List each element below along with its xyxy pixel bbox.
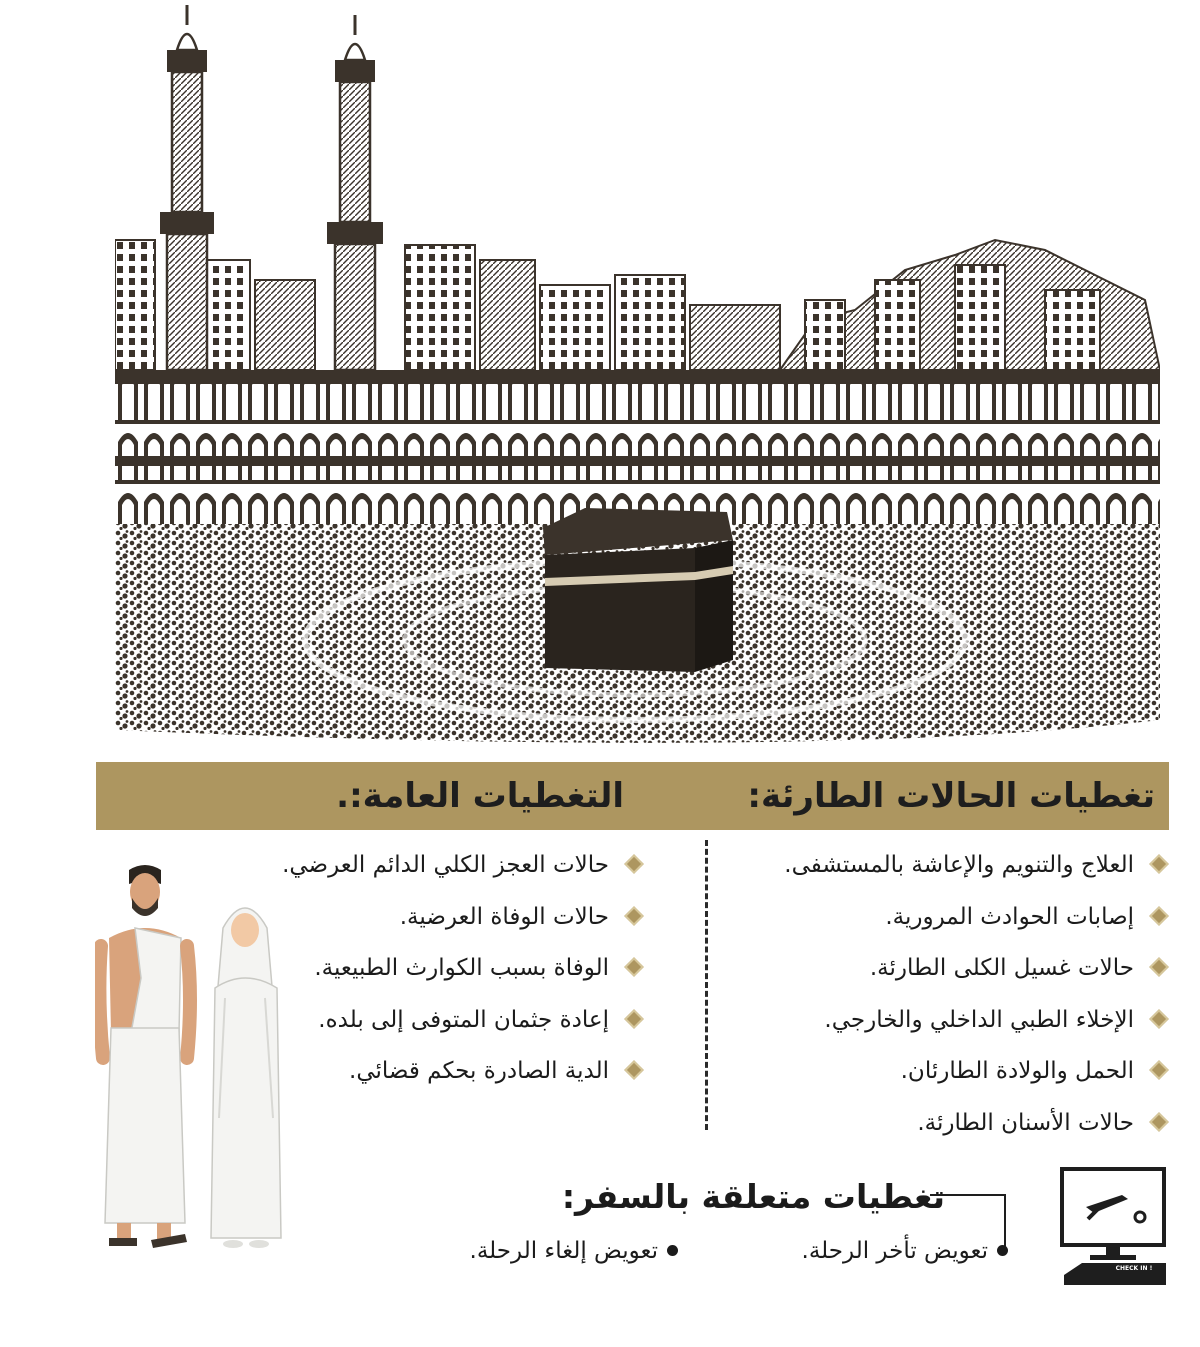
list-item: حالات الأسنان الطارئة.	[750, 1098, 1170, 1150]
upper-arcade	[115, 384, 1160, 456]
general-coverage-list	[282, 840, 645, 1098]
diamond-bullet-icon	[1149, 1060, 1169, 1080]
column-divider	[705, 840, 708, 1130]
list-item: تعويض إلغاء الرحلة.	[470, 1232, 680, 1270]
list-item: الدية الصادرة بحكم قضائي.	[285, 1046, 645, 1098]
pilgrim-woman	[211, 908, 281, 1248]
list-item: الإخلاء الطبي الداخلي والخارجي.	[750, 995, 1170, 1047]
section-header-banner	[96, 762, 1169, 830]
flight-monitor-icon	[1058, 1165, 1168, 1290]
pilgrims-illustration	[95, 858, 295, 1253]
city-buildings	[115, 240, 1160, 370]
list-item: العلاج والتنويم والإعاشة بالمستشفى.	[750, 840, 1170, 892]
list-item: حالات العجز الكلي الدائم العرضي.	[285, 840, 645, 892]
bullet-dot-icon	[667, 1245, 678, 1256]
diamond-bullet-icon	[624, 957, 644, 977]
check-in-label: CHECK IN !	[1115, 1265, 1153, 1272]
travel-coverage-title: تغطيات متعلقة بالسفر:	[561, 1177, 945, 1216]
roof-line	[115, 370, 1160, 384]
kaaba-scene-illustration	[115, 0, 1160, 745]
diamond-bullet-icon	[624, 1060, 644, 1080]
list-item: حالات الوفاة العرضية.	[285, 892, 645, 944]
diamond-bullet-icon	[1149, 957, 1169, 977]
list-item: تعويض تأخر الرحلة.	[802, 1232, 1010, 1270]
minaret-left	[160, 5, 214, 370]
kaaba	[543, 508, 733, 672]
diamond-bullet-icon	[1149, 1112, 1169, 1132]
emergency-coverage-title: تغطيات الحالات الطارئة:	[747, 776, 1155, 816]
connector-line	[930, 1194, 1006, 1196]
pilgrim-man	[99, 865, 190, 1248]
list-item: إصابات الحوادث المرورية.	[750, 892, 1170, 944]
list-item: حالات غسيل الكلى الطارئة.	[750, 943, 1170, 995]
list-item: الحمل والولادة الطارئان.	[750, 1046, 1170, 1098]
diamond-bullet-icon	[1149, 1009, 1169, 1029]
general-coverage-title: التغطيات العامة:.	[336, 776, 624, 816]
diamond-bullet-icon	[624, 906, 644, 926]
bullet-dot-icon	[997, 1245, 1008, 1256]
diamond-bullet-icon	[1149, 854, 1169, 874]
list-item: الوفاة بسبب الكوارث الطبيعية.	[285, 943, 645, 995]
emergency-coverage-list	[750, 840, 1170, 1149]
diamond-bullet-icon	[624, 1009, 644, 1029]
diamond-bullet-icon	[624, 854, 644, 874]
diamond-bullet-icon	[1149, 906, 1169, 926]
minaret-right	[327, 15, 383, 370]
list-item: إعادة جثمان المتوفى إلى بلده.	[285, 995, 645, 1047]
